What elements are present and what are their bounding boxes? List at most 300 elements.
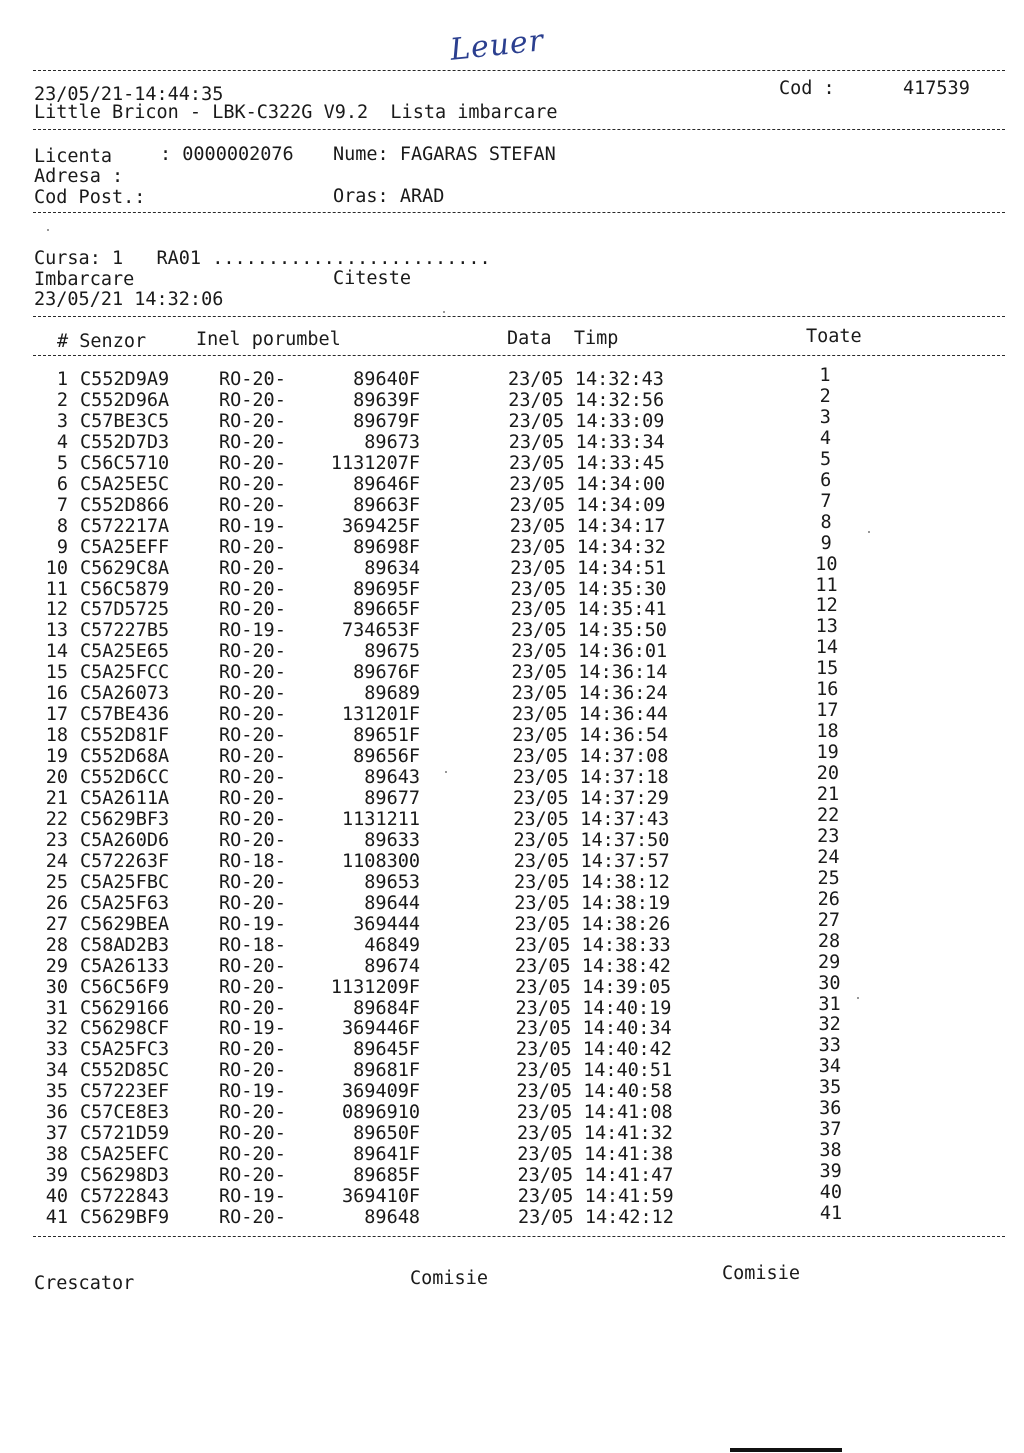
- sensor-code: C57227B5: [80, 620, 170, 642]
- ring-prefix: RO-20-: [219, 1165, 286, 1187]
- rank-total: 8: [820, 511, 832, 533]
- sensor-code: C552D68A: [80, 746, 170, 768]
- sensor-code: C5A25FCC: [80, 662, 170, 684]
- rank-total: 7: [820, 490, 832, 512]
- table-row: [0, 574, 1024, 602]
- rank-total: 40: [819, 1182, 842, 1204]
- rank-total: 33: [818, 1035, 841, 1057]
- ring-number: 0896910: [342, 1102, 420, 1124]
- sensor-code: C552D96A: [80, 389, 170, 411]
- scan-speck: [445, 771, 447, 773]
- sensor-code: C5A25EFF: [80, 536, 170, 558]
- scan-edge-mark: [730, 1448, 842, 1452]
- rank-total: 35: [818, 1077, 842, 1099]
- table-row: [0, 469, 1024, 497]
- ring-number: 89640F: [353, 369, 420, 390]
- footer-comisie-2: Comisie: [722, 1263, 800, 1284]
- row-number: 22: [45, 808, 68, 830]
- ring-prefix: RO-20-: [219, 494, 286, 516]
- handwritten-signature: Leuer: [448, 23, 546, 68]
- ring-number: 89698F: [353, 536, 420, 558]
- table-row: [0, 1014, 1024, 1041]
- owner-name: Nume: FAGARAS STEFAN: [333, 144, 556, 165]
- ring-number: 89689: [364, 683, 420, 705]
- ring-number: 1131209F: [330, 976, 420, 998]
- row-number: 17: [45, 704, 68, 726]
- ring-number: 369446F: [342, 1018, 420, 1040]
- ring-prefix: RO-19-: [219, 1018, 286, 1040]
- table-row: [0, 784, 1024, 811]
- sensor-code: C57CE8E3: [80, 1102, 170, 1124]
- row-number: 10: [45, 557, 68, 579]
- arrival-datetime: 23/05 14:36:44: [512, 704, 668, 726]
- row-number: 9: [56, 536, 68, 558]
- row-number: 15: [45, 662, 68, 684]
- ring-prefix: RO-18-: [219, 934, 286, 956]
- table-row: [0, 1140, 1024, 1167]
- table-row: [0, 532, 1024, 560]
- table-row: [0, 846, 1024, 874]
- separator-header: [33, 129, 1005, 130]
- row-number: 8: [56, 515, 68, 537]
- sensor-code: C57BE3C5: [80, 410, 170, 432]
- ring-prefix: RO-20-: [219, 997, 286, 1019]
- rank-total: 19: [816, 742, 839, 764]
- table-row: [0, 490, 1024, 518]
- table-row: [0, 1098, 1024, 1125]
- arrival-datetime: 23/05 14:36:01: [511, 641, 668, 663]
- row-number: 36: [45, 1102, 68, 1124]
- table-row: [0, 1182, 1024, 1209]
- sensor-code: C57BE436: [80, 704, 170, 726]
- rank-total: 1: [819, 365, 831, 386]
- arrival-datetime: 23/05 14:37:57: [513, 850, 670, 872]
- ring-prefix: RO-20-: [219, 557, 286, 579]
- sensor-code: C552D81F: [80, 725, 170, 747]
- sensor-code: C5A25E5C: [80, 473, 170, 495]
- arrival-datetime: 23/05 14:34:00: [509, 473, 666, 495]
- row-number: 13: [45, 620, 68, 642]
- table-row: [0, 909, 1024, 937]
- table-row: [0, 385, 1024, 413]
- rank-total: 2: [819, 385, 831, 407]
- ring-number: 1131207F: [330, 452, 420, 474]
- rank-total: 18: [816, 721, 839, 743]
- arrival-datetime: 23/05 14:38:42: [515, 955, 671, 977]
- ring-prefix: RO-20-: [219, 871, 286, 893]
- arrival-datetime: 23/05 14:37:50: [513, 829, 670, 851]
- arrival-datetime: 23/05 14:35:50: [511, 620, 667, 642]
- ring-number: 89677: [364, 788, 420, 809]
- ring-prefix: RO-20-: [219, 1207, 286, 1228]
- adresa-label: Adresa :: [34, 166, 124, 187]
- rank-total: 23: [817, 825, 840, 847]
- arrival-datetime: 23/05 14:36:14: [511, 662, 668, 684]
- sensor-code: C572263F: [80, 850, 170, 872]
- row-number: 3: [56, 410, 68, 432]
- ring-prefix: RO-19-: [219, 1186, 286, 1208]
- rank-total: 30: [818, 972, 841, 994]
- ring-prefix: RO-20-: [219, 725, 286, 747]
- citeste-label: Citeste: [333, 268, 411, 289]
- arrival-datetime: 23/05 14:37:08: [512, 746, 669, 768]
- row-number: 18: [45, 725, 68, 747]
- ring-prefix: RO-20-: [219, 641, 286, 663]
- arrival-datetime: 23/05 14:42:12: [518, 1207, 674, 1228]
- arrival-datetime: 23/05 14:37:29: [513, 788, 669, 809]
- sensor-code: C58AD2B3: [80, 934, 170, 956]
- arrival-datetime: 23/05 14:40:34: [515, 1018, 672, 1040]
- sensor-code: C5721D59: [80, 1123, 170, 1145]
- separator-bottom: [33, 1236, 1005, 1237]
- row-number: 4: [56, 431, 68, 453]
- arrival-datetime: 23/05 14:41:59: [517, 1186, 674, 1208]
- ring-number: 369425F: [342, 515, 420, 537]
- table-row: [0, 1077, 1024, 1104]
- ring-prefix: RO-20-: [219, 1039, 286, 1061]
- ring-prefix: RO-20-: [219, 389, 286, 411]
- row-number: 20: [45, 767, 68, 789]
- arrival-datetime: 23/05 14:39:05: [515, 976, 672, 998]
- table-row: [0, 448, 1024, 476]
- report-timestamp: 23/05/21-14:44:35: [34, 84, 224, 105]
- arrival-datetime: 23/05 14:38:26: [514, 913, 671, 935]
- arrival-datetime: 23/05 14:41:32: [517, 1123, 673, 1145]
- ring-prefix: RO-20-: [219, 662, 286, 684]
- sensor-code: C5A2611A: [80, 788, 170, 809]
- sensor-code: C5629BF9: [80, 1207, 170, 1228]
- sensor-code: C5A260D6: [80, 829, 170, 851]
- rank-total: 28: [817, 930, 841, 952]
- row-number: 12: [45, 599, 68, 621]
- rank-total: 25: [817, 867, 840, 889]
- sensor-code: C5629C8A: [80, 557, 170, 579]
- arrival-datetime: 23/05 14:38:12: [514, 871, 670, 893]
- ring-prefix: RO-20-: [219, 1123, 286, 1145]
- ring-number: 46849: [364, 934, 420, 956]
- ring-number: 89648: [364, 1207, 420, 1228]
- arrival-datetime: 23/05 14:41:08: [516, 1102, 673, 1124]
- ring-prefix: RO-20-: [219, 767, 286, 789]
- row-number: 6: [56, 473, 68, 495]
- arrival-datetime: 23/05 14:33:34: [508, 431, 665, 453]
- footer-crescator: Crescator: [34, 1273, 135, 1294]
- ring-number: 89681F: [353, 1060, 420, 1082]
- row-number: 33: [45, 1039, 68, 1061]
- ring-number: 131201F: [342, 704, 420, 726]
- table-row: [0, 595, 1024, 622]
- table-row: [0, 1056, 1024, 1083]
- arrival-datetime: 23/05 14:41:47: [517, 1165, 674, 1187]
- rank-total: 9: [820, 532, 832, 554]
- rank-total: 27: [817, 909, 841, 931]
- table-row: [0, 804, 1024, 832]
- footer-comisie-1: Comisie: [410, 1268, 488, 1289]
- sensor-code: C56C5710: [80, 452, 170, 474]
- ring-number: 369444: [353, 913, 420, 935]
- table-row: [0, 553, 1024, 581]
- separator-columns: [33, 355, 1005, 356]
- table-row: [0, 406, 1024, 434]
- row-number: 1: [56, 369, 68, 390]
- licenta-label: Licenta: [34, 146, 112, 167]
- arrival-datetime: 23/05 14:35:30: [510, 578, 667, 600]
- licenta-value: : 0000002076: [160, 144, 294, 165]
- sensor-code: C5722843: [80, 1186, 170, 1208]
- ring-prefix: RO-19-: [219, 620, 286, 642]
- arrival-datetime: 23/05 14:40:51: [516, 1060, 673, 1082]
- imbarcare-label: Imbarcare: [34, 269, 135, 290]
- rank-total: 41: [819, 1203, 843, 1224]
- ring-prefix: RO-20-: [219, 369, 286, 390]
- row-number: 14: [45, 641, 68, 663]
- ring-prefix: RO-18-: [219, 850, 286, 872]
- sensor-code: C5A25FC3: [80, 1039, 170, 1061]
- rank-total: 21: [816, 784, 840, 805]
- ring-number: 89679F: [353, 410, 420, 432]
- row-number: 29: [45, 955, 68, 977]
- rank-total: 3: [819, 406, 831, 428]
- arrival-datetime: 23/05 14:33:09: [508, 410, 665, 432]
- row-number: 40: [45, 1186, 68, 1208]
- row-number: 5: [56, 452, 68, 474]
- col-header-num-senzor: # Senzor: [57, 331, 147, 352]
- ring-prefix: RO-20-: [219, 578, 286, 600]
- sensor-code: C57D5725: [80, 599, 170, 621]
- table-row: [0, 511, 1024, 539]
- ring-number: 89685F: [353, 1165, 420, 1187]
- row-number: 24: [45, 850, 68, 872]
- arrival-datetime: 23/05 14:32:56: [508, 389, 665, 411]
- arrival-datetime: 23/05 14:32:43: [508, 369, 664, 390]
- ring-number: 89675: [364, 641, 420, 663]
- arrival-datetime: 23/05 14:37:18: [512, 767, 669, 789]
- sensor-code: C552D9A9: [80, 369, 170, 390]
- arrival-datetime: 23/05 14:36:24: [511, 683, 668, 705]
- table-row: [0, 1035, 1024, 1062]
- sensor-code: C5A25F63: [80, 892, 170, 914]
- sensor-code: C552D85C: [80, 1060, 170, 1082]
- table-row: [0, 867, 1024, 895]
- row-number: 2: [56, 389, 68, 411]
- row-number: 27: [45, 913, 68, 935]
- ring-number: 89676F: [353, 662, 420, 684]
- sensor-code: C552D6CC: [80, 767, 170, 789]
- table-row: [0, 930, 1024, 958]
- table-row: [0, 658, 1024, 685]
- ring-number: 89641F: [353, 1144, 420, 1166]
- table-row: [0, 721, 1024, 748]
- imbarcare-datetime: 23/05/21 14:32:06: [34, 289, 224, 310]
- table-row: [0, 427, 1024, 455]
- sensor-code: C5A26133: [80, 955, 170, 977]
- table-row: [0, 972, 1024, 1000]
- rank-total: 22: [817, 804, 840, 826]
- row-number: 7: [56, 494, 68, 516]
- ring-number: 369410F: [342, 1186, 420, 1208]
- ring-number: 89651F: [353, 725, 420, 747]
- ring-prefix: RO-20-: [219, 431, 286, 453]
- ring-number: 1131211: [342, 808, 420, 830]
- col-header-data-timp: Data Timp: [507, 328, 619, 349]
- table-row: [0, 763, 1024, 790]
- ring-prefix: RO-20-: [219, 976, 286, 998]
- sensor-code: C5A26073: [80, 683, 170, 705]
- sensor-code: C5629BF3: [80, 808, 170, 830]
- arrival-datetime: 23/05 14:33:45: [509, 452, 665, 474]
- ring-prefix: RO-20-: [219, 599, 286, 621]
- ring-prefix: RO-20-: [219, 955, 286, 977]
- rank-total: 6: [820, 469, 832, 491]
- ring-number: 89653: [364, 871, 420, 893]
- sensor-code: C5A25FBC: [80, 871, 170, 893]
- cod-post-label: Cod Post.:: [34, 187, 146, 208]
- scan-speck: [47, 229, 49, 231]
- arrival-datetime: 23/05 14:41:38: [517, 1144, 674, 1166]
- ring-number: 89645F: [353, 1039, 420, 1061]
- ring-prefix: RO-20-: [219, 808, 286, 830]
- sensor-code: C552D7D3: [80, 431, 170, 453]
- cod-value: 417539: [903, 78, 970, 99]
- row-number: 34: [45, 1060, 68, 1082]
- rank-total: 34: [818, 1056, 842, 1078]
- sensor-code: C57223EF: [80, 1081, 170, 1103]
- ring-prefix: RO-20-: [219, 746, 286, 768]
- table-row: [0, 888, 1024, 916]
- ring-number: 89663F: [353, 494, 420, 516]
- ring-number: 89665F: [353, 599, 420, 621]
- ring-number: 89639F: [353, 389, 420, 411]
- sensor-code: C56298D3: [80, 1165, 170, 1187]
- row-number: 21: [45, 788, 68, 809]
- table-row: [0, 993, 1024, 1021]
- arrival-datetime: 23/05 14:35:41: [510, 599, 667, 621]
- ring-number: 89650F: [353, 1123, 420, 1145]
- ring-prefix: RO-19-: [219, 913, 286, 935]
- ring-prefix: RO-20-: [219, 704, 286, 726]
- row-number: 30: [45, 976, 68, 998]
- arrival-datetime: 23/05 14:34:17: [509, 515, 666, 537]
- table-row: [0, 1203, 1024, 1230]
- rank-total: 13: [815, 616, 838, 638]
- ring-prefix: RO-20-: [219, 1144, 286, 1166]
- ring-number: 89644: [364, 892, 420, 914]
- ring-prefix: RO-20-: [219, 536, 286, 558]
- row-number: 38: [45, 1144, 68, 1166]
- row-number: 41: [45, 1207, 68, 1228]
- ring-number: 89673: [364, 431, 420, 453]
- rank-total: 14: [815, 637, 839, 659]
- row-number: 26: [45, 892, 68, 914]
- table-row: [0, 825, 1024, 853]
- arrival-datetime: 23/05 14:34:09: [509, 494, 666, 516]
- sensor-code: C5A25E65: [80, 641, 170, 663]
- cod-label: Cod :: [779, 78, 835, 99]
- row-number: 19: [45, 746, 68, 768]
- ring-number: 89656F: [353, 746, 420, 768]
- ring-prefix: RO-20-: [219, 452, 286, 474]
- ring-prefix: RO-19-: [219, 515, 286, 537]
- table-row: [0, 637, 1024, 664]
- rank-total: 5: [820, 448, 832, 470]
- row-number: 32: [45, 1018, 68, 1040]
- sensor-code: C5629166: [80, 997, 170, 1019]
- arrival-datetime: 23/05 14:34:32: [510, 536, 666, 558]
- rank-total: 12: [815, 595, 838, 617]
- table-row: [0, 1119, 1024, 1146]
- rank-total: 24: [817, 846, 840, 868]
- col-header-toate: Toate: [806, 326, 862, 347]
- ring-prefix: RO-20-: [219, 788, 286, 809]
- ring-prefix: RO-20-: [219, 829, 286, 851]
- separator-owner: [33, 212, 1005, 213]
- ring-number: 369409F: [342, 1081, 420, 1103]
- ring-number: 89643: [364, 767, 420, 789]
- app-title-line: Little Bricon - LBK-C322G V9.2 Lista imbarcare: [34, 102, 558, 123]
- arrival-datetime: 23/05 14:38:19: [514, 892, 671, 914]
- scan-speck: [857, 997, 859, 999]
- ring-number: 1108300: [342, 850, 420, 872]
- col-header-inel: Inel porumbel: [196, 329, 341, 350]
- rank-total: 37: [819, 1119, 842, 1141]
- rank-total: 20: [816, 763, 839, 785]
- arrival-datetime: 23/05 14:40:19: [515, 997, 672, 1019]
- sensor-code: C56298CF: [80, 1018, 170, 1040]
- arrival-datetime: 23/05 14:34:51: [510, 557, 667, 579]
- row-number: 16: [45, 683, 68, 705]
- sensor-code: C552D866: [80, 494, 170, 516]
- rank-total: 29: [818, 951, 841, 973]
- sensor-code: C5629BEA: [80, 913, 170, 935]
- row-number: 31: [45, 997, 68, 1019]
- table-row: [0, 742, 1024, 769]
- arrival-datetime: 23/05 14:38:33: [514, 934, 671, 956]
- table-row: [0, 616, 1024, 643]
- ring-prefix: RO-20-: [219, 683, 286, 705]
- rank-total: 16: [816, 679, 839, 701]
- rank-total: 11: [815, 574, 838, 596]
- scan-speck: [868, 531, 870, 533]
- sensor-code: C56C5879: [80, 578, 170, 600]
- ring-prefix: RO-20-: [219, 892, 286, 914]
- table-row: [0, 1161, 1024, 1188]
- rank-total: 36: [819, 1098, 842, 1120]
- ring-prefix: RO-20-: [219, 410, 286, 432]
- table-row: [0, 679, 1024, 706]
- ring-number: 734653F: [342, 620, 420, 642]
- rank-total: 10: [815, 553, 838, 575]
- rank-total: 32: [818, 1014, 841, 1036]
- ring-number: 89695F: [353, 578, 420, 600]
- ring-number: 89646F: [353, 473, 420, 495]
- table-row: [0, 365, 1024, 392]
- arrival-datetime: 23/05 14:40:58: [516, 1081, 673, 1103]
- rank-total: 17: [816, 700, 839, 722]
- row-number: 28: [45, 934, 68, 956]
- rank-total: 4: [819, 427, 831, 449]
- row-number: 25: [45, 871, 68, 893]
- scan-speck: [443, 311, 445, 313]
- row-number: 35: [45, 1081, 68, 1103]
- sensor-code: C56C56F9: [80, 976, 170, 998]
- row-number: 23: [45, 829, 68, 851]
- row-number: 39: [45, 1165, 68, 1187]
- sensor-code: C5A25EFC: [80, 1144, 170, 1166]
- rank-total: 26: [817, 888, 840, 910]
- arrival-datetime: 23/05 14:36:54: [512, 725, 669, 747]
- ring-prefix: RO-20-: [219, 1102, 286, 1124]
- ring-prefix: RO-20-: [219, 473, 286, 495]
